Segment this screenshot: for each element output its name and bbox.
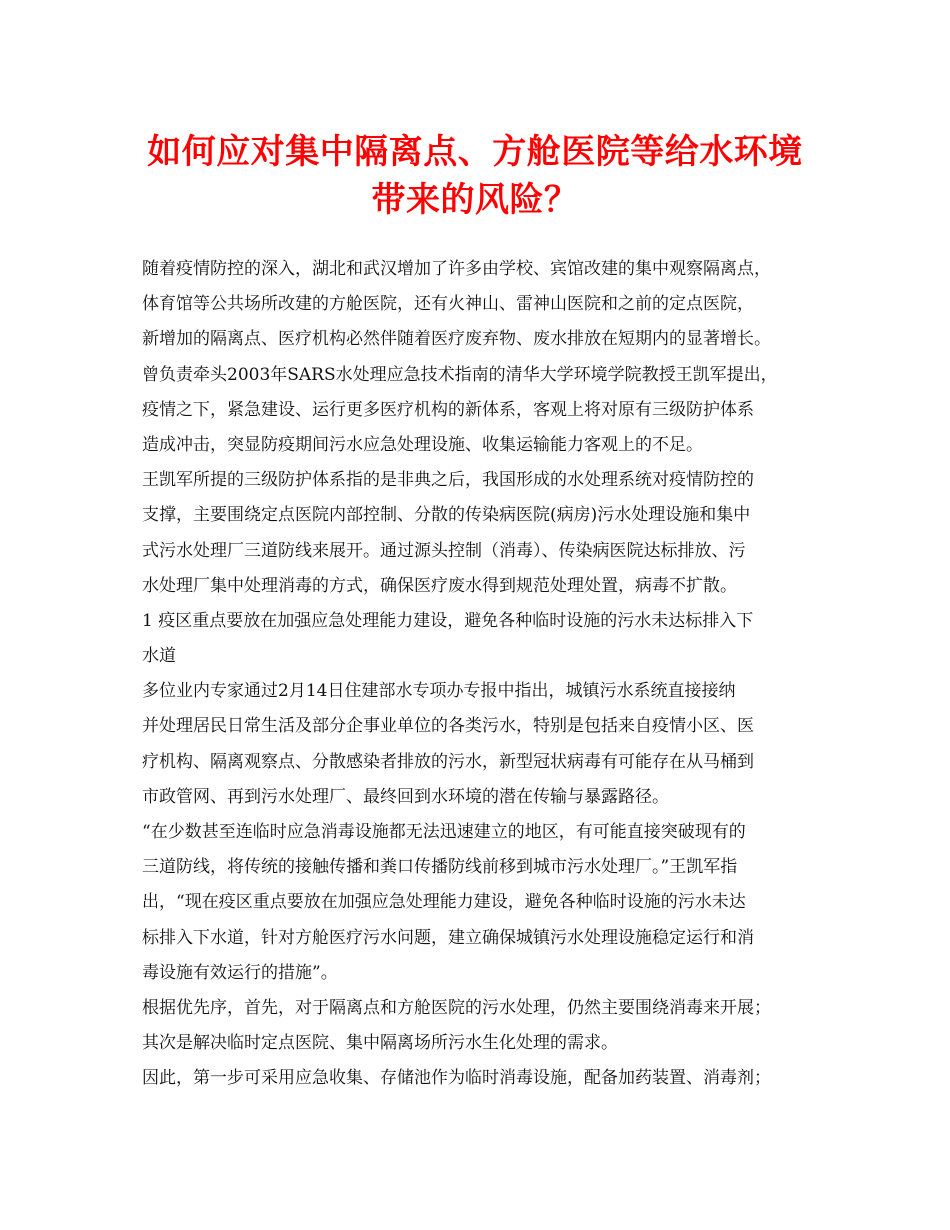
body-line: 体育馆等公共场所改建的方舱医院，还有火神山、雷神山医院和之前的定点医院，	[142, 294, 754, 315]
body-line: 根据优先序，首先，对于隔离点和方舱医院的污水处理，仍然主要围绕消毒来开展；	[142, 997, 771, 1018]
body-line: 出，“现在疫区重点要放在加强应急处理能力建设，避免各种临时设施的污水未达	[142, 892, 746, 913]
body-line: 市政管网、再到污水处理厂、最终回到水环境的潜在传输与暴露路径。	[142, 786, 669, 807]
body-line: 随着疫情防控的深入，湖北和武汉增加了许多由学校、宾馆改建的集中观察隔离点，	[142, 259, 771, 279]
section-heading-line: 水道	[142, 646, 176, 667]
body-line: 疫情之下，紧急建设、运行更多医疗机构的新体系，客观上将对原有三级防护体系	[142, 399, 754, 420]
body-line: 式污水处理厂三道防线来展开。通过源头控制（消毒）、传染病医院达标排放、污	[142, 540, 746, 561]
body-line: 曾负责牵头2003年SARS水处理应急技术指南的清华大学环境学院教授王凯军提出，	[142, 364, 778, 385]
document-title	[120, 128, 830, 224]
title-line: 如何应对集中隔离点、方舱医院等给水环境	[147, 132, 803, 172]
body-line: 因此，第一步可采用应急收集、存储池作为临时消毒设施，配备加药装置、消毒剂；	[142, 1068, 771, 1089]
title-line: 带来的风险？	[371, 180, 579, 220]
body-line: 毒设施有效运行的措施”。	[142, 962, 338, 983]
body-line: 造成冲击，突显防疫期间污水应急处理设施、收集运输能力客观上的不足。	[142, 434, 703, 455]
body-line: 王凯军所提的三级防护体系指的是非典之后，我国形成的水处理系统对疫情防控的	[142, 470, 754, 491]
section-heading-line: 1 疫区重点要放在加强应急处理能力建设，避免各种临时设施的污水未达标排入下	[142, 610, 754, 631]
body-line: 支撑，主要围绕定点医院内部控制、分散的传染病医院(病房)污水处理设施和集中	[142, 505, 751, 526]
body-line: 三道防线，将传统的接触传播和粪口传播防线前移到城市污水处理厂。”王凯军指	[142, 857, 738, 878]
body-line: 疗机构、隔离观察点、分散感染者排放的污水，新型冠状病毒有可能存在从马桶到	[142, 751, 754, 772]
body-line: 新增加的隔离点、医疗机构必然伴随着医疗废弃物、废水排放在短期内的显著增长。	[142, 329, 771, 350]
document-body	[142, 252, 832, 1097]
body-line: “在少数甚至连临时应急消毒设施都无法迅速建立的地区，有可能直接突破现有的	[142, 822, 746, 842]
body-line: 并处理居民日常生活及部分企事业单位的各类污水，特别是包括来自疫情小区、医	[142, 716, 754, 737]
body-line: 多位业内专家通过2月14日住建部水专项办专报中指出，城镇污水系统直接接纳	[142, 681, 736, 702]
body-line: 其次是解决临时定点医院、集中隔离场所污水生化处理的需求。	[142, 1033, 618, 1054]
body-line: 水处理厂集中处理消毒的方式，确保医疗废水得到规范处理处置，病毒不扩散。	[142, 575, 737, 596]
body-line: 标排入下水道，针对方舱医疗污水问题，建立确保城镇污水处理设施稳定运行和消	[142, 927, 754, 948]
